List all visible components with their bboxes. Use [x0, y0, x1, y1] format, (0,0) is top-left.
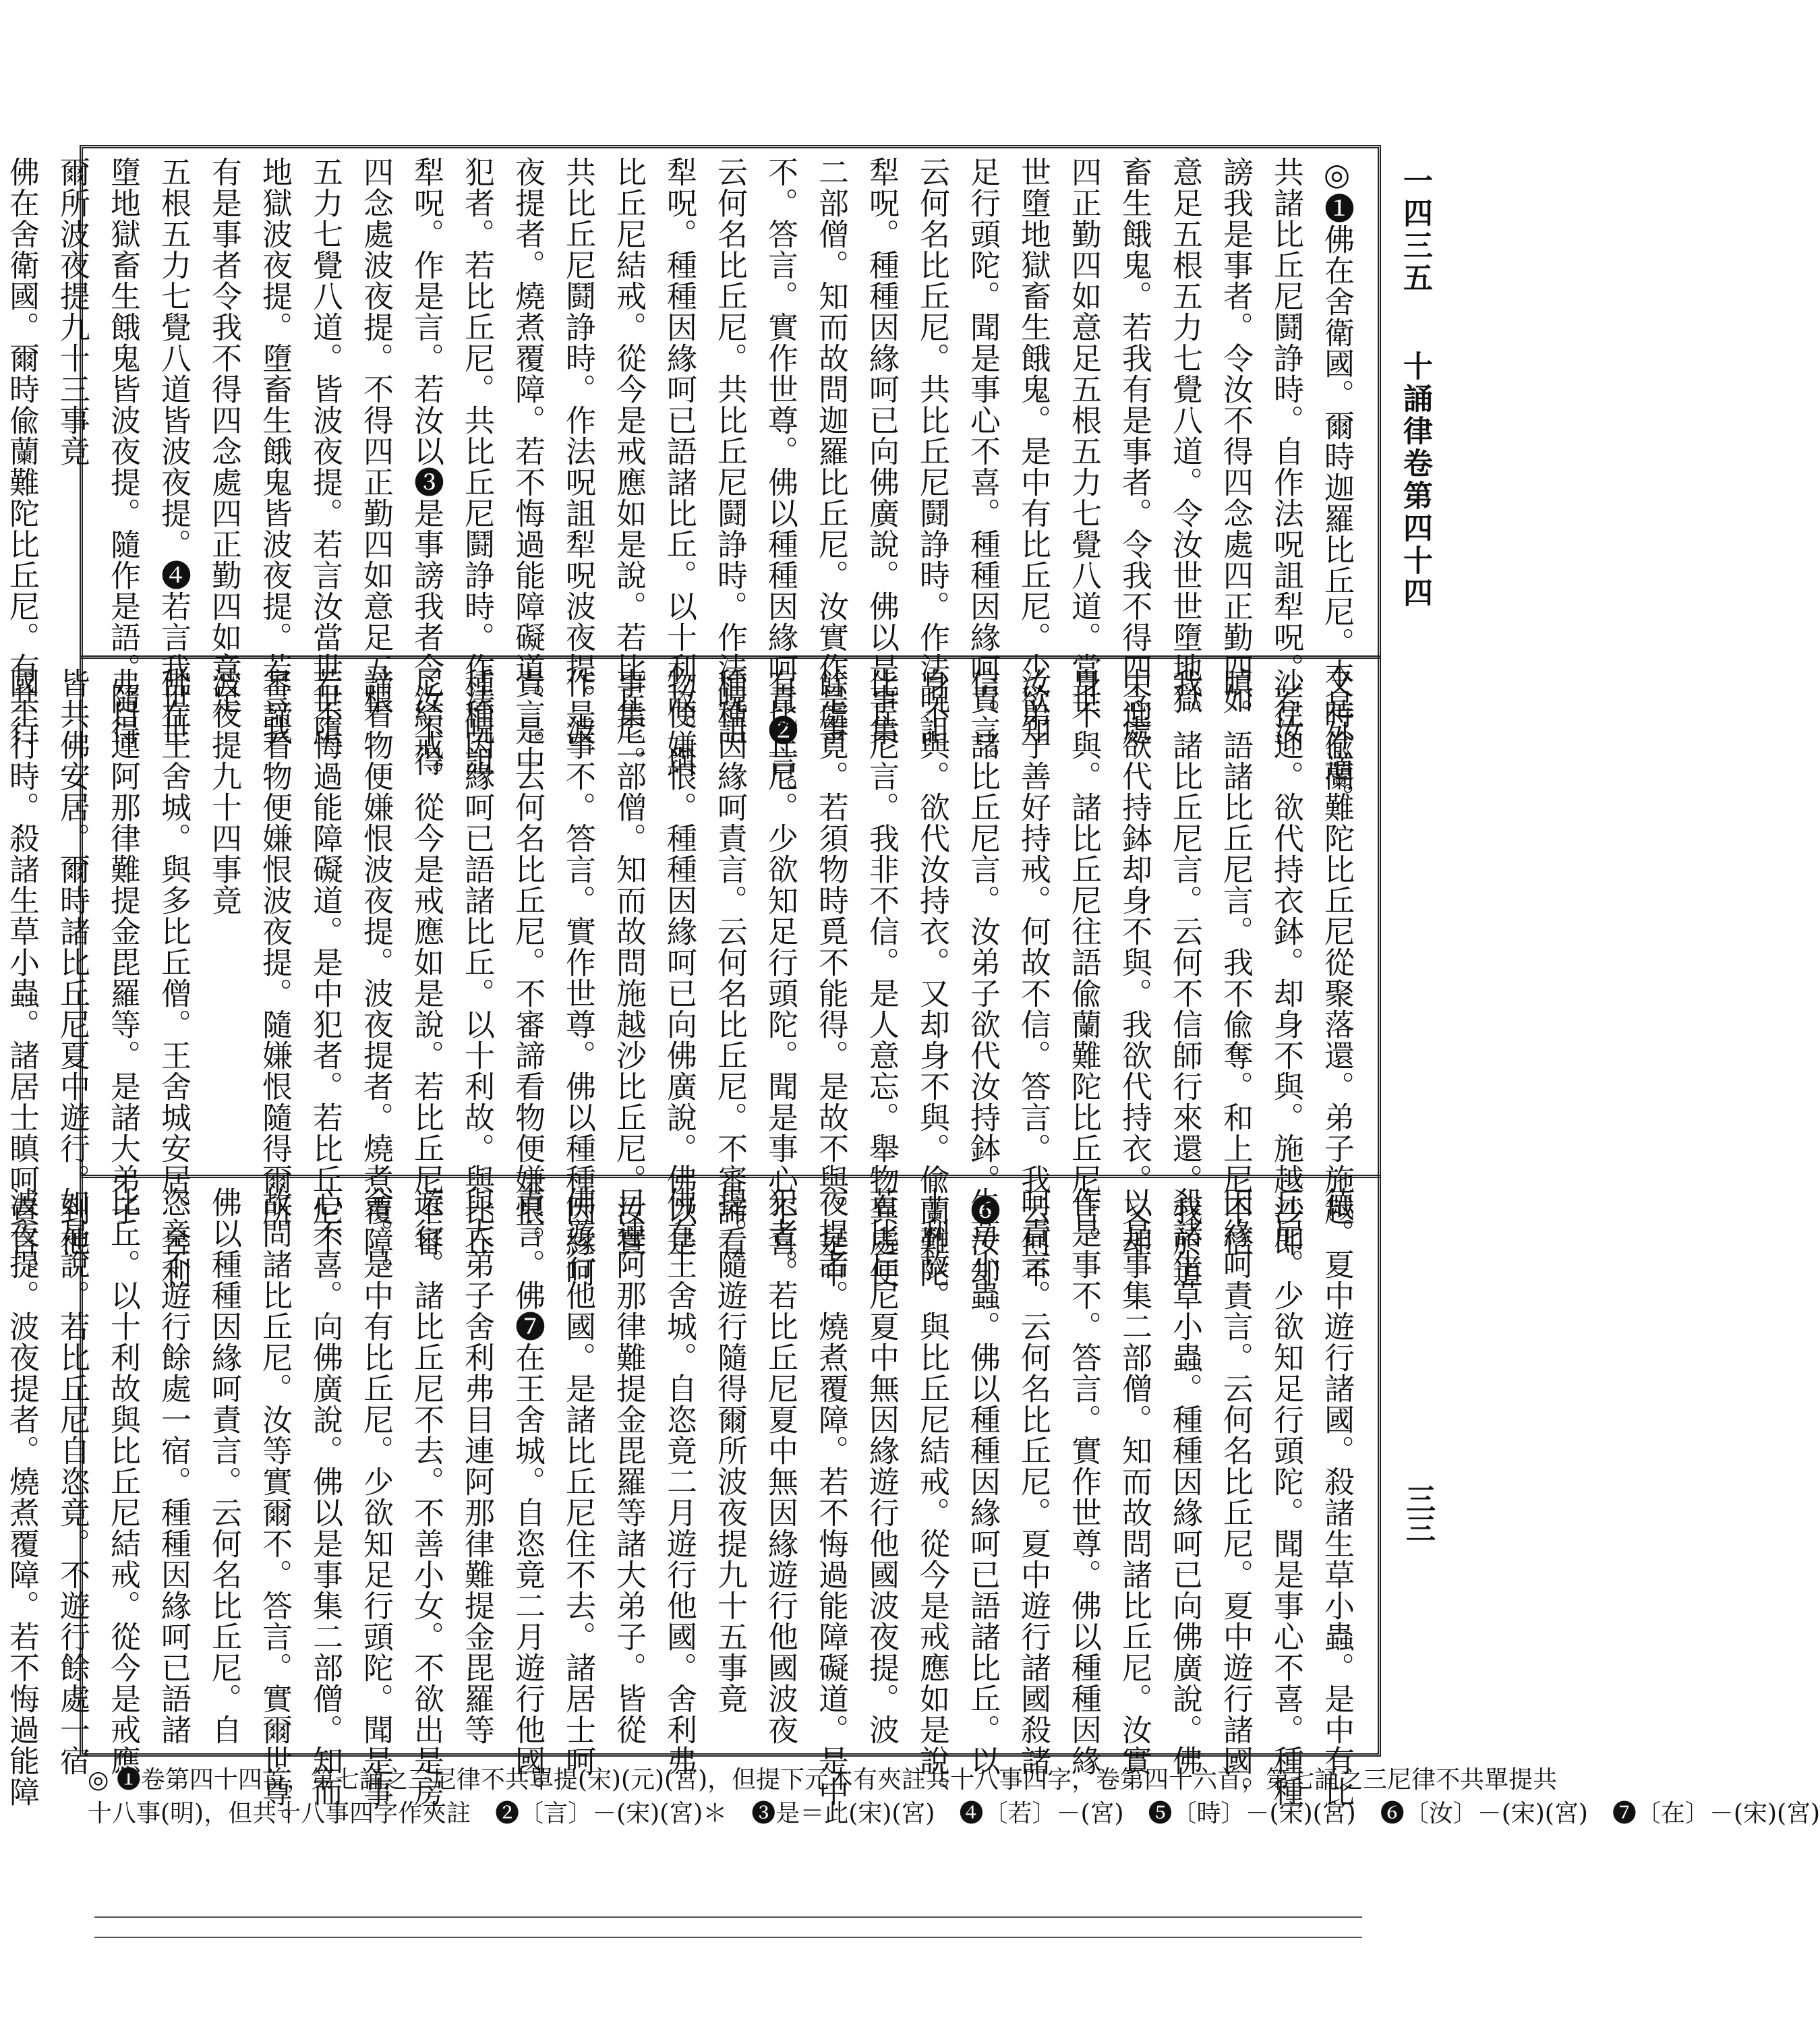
- text-column: 犯者。若比丘尼。共比丘尼鬪諍時。作法呪詛: [459, 156, 495, 777]
- text-column: 如是說。若比丘尼自恣竟。不遊行餘處一宿: [55, 1187, 90, 1776]
- text-column: 呵責言。云何名比丘尼。夏中遊行諸國殺諸: [1016, 1187, 1051, 1776]
- text-column: 身不與。欲代汝持衣。又却身不與。偸蘭難陀: [914, 668, 950, 1288]
- text-column: 有比丘尼。少欲知足行頭陀。聞是事心不喜。: [763, 668, 798, 1288]
- text-column: 種種因緣呵責言。云何名比丘尼。不審諦看: [712, 668, 748, 1257]
- register-columns: [4, 668, 1355, 1288]
- text-column: 因緣呵責言。云何名比丘尼。夏中遊行諸國。: [1218, 1187, 1254, 1807]
- text-column: 心不喜。向佛廣說。佛以是事集二部僧。知而: [307, 1187, 343, 1807]
- footnote-line: ◎ ❶卷第四十四首，第七誦之三尼律不共單提(宋)(元)(宮)，但提下元本有夾註共十八事四字，卷第四十六首，第七誦之三尼律不共單提共: [88, 1766, 1558, 1794]
- text-column: 遊行。諸比丘尼不去。不善小女。不欲出是房: [409, 1187, 444, 1807]
- bottom-rule: [94, 1937, 1362, 1938]
- text-column: 佛在王舍城。自恣竟二月遊行他國。舍利弗: [662, 1187, 697, 1776]
- text-column: 以是事集二部僧。知而故問諸比丘尼。汝實: [1117, 1187, 1152, 1776]
- text-column: 波夜提。波夜提者。燒煮覆障。若不悔過能障: [4, 1187, 40, 1807]
- text-column: 責言。云何名比丘尼。不審諦看物便嫌恨。: [510, 668, 546, 1257]
- text-column: 佛遊行他國。是諸比丘尼住不去。諸居士呵: [560, 1187, 596, 1776]
- text-column: 信。諸比丘尼言。汝弟子欲代汝持鉢。❻汝却: [965, 668, 1001, 1288]
- text-column: 夜提者。燒煮覆障。若不悔過能障礙道。是中: [510, 156, 546, 777]
- text-column: 波夜提九十四事竟: [206, 668, 242, 916]
- text-column: 國土行時。殺諸生草小蟲。諸居士瞋呵責言。: [4, 668, 40, 1288]
- text-column: 爾所波夜提九十三事竟: [55, 156, 90, 467]
- text-column: 責言。佛❼在王舍城。自恣竟二月遊行他國。: [510, 1187, 546, 1807]
- text-column: 沙往迎。欲代持衣鉢。却身不與。施越沙即: [1268, 668, 1304, 1257]
- text-column: 餘處覓。若須物時覓不能得。是故不與。是中: [813, 668, 849, 1288]
- text-column: 生草小蟲。佛以種種因緣呵已語諸比丘。以: [965, 1187, 1001, 1776]
- text-column: 犯者。若比丘尼夏中無因緣遊行他國波夜: [763, 1187, 798, 1745]
- text-column: 十利故。與比丘尼結戒。從今是戒應如是說。: [914, 1187, 950, 1807]
- text-column: 身不與。諸比丘尼往語偸蘭難陀比丘尼言。: [1066, 668, 1102, 1257]
- text-column: 殺諸生草小蟲。種種因緣呵已向佛廣說。佛: [1167, 1187, 1203, 1776]
- text-column: 云何名比丘尼。共比丘尼鬪諍時。作法呪詛: [914, 156, 950, 746]
- page-number: 一四三五: [1398, 165, 1432, 295]
- text-column: 故問諸比丘尼。汝等實爾不。答言。實爾世尊。: [257, 1187, 293, 1838]
- text-column: 舍。是中有比丘尼。少欲知足行頭陀。聞是事: [358, 1187, 394, 1807]
- bottom-rule: [94, 1916, 1362, 1918]
- text-column: 瞋。語諸比丘尼言。我不偸奪。和上尼不信: [1218, 668, 1254, 1257]
- text-column: 物便嫌恨。種種因緣呵已向佛廣說。佛以是: [662, 668, 697, 1257]
- footnote-line: 十八事(明)，但共十八事四字作夾註 ❷〔言〕－(宋)(宮)＊ ❸是＝此(宋)(宮) ❹〔若〕－(宮) ❺〔時〕－(宋)(宮) ❻〔汝〕－(宋)(宮) ❼〔在〕－(宋)(宮): [88, 1800, 1820, 1827]
- text-column: 二部僧。知而故問迦羅比丘尼。汝實作是事: [813, 156, 849, 746]
- text-column: 種種因緣呵已語諸比丘。以十利故。與比丘: [459, 668, 495, 1257]
- text-column: 共諸比丘尼鬪諍時。自作法呪詛犁呪。若汝: [1268, 156, 1304, 746]
- text-column: 云何名比丘尼。共比丘尼鬪諍時。作法呪詛: [712, 156, 748, 746]
- text-column: 五力七覺八道。皆波夜提。若言汝當世世墮: [307, 156, 343, 746]
- text-column: 汝弟子善好持戒。何故不信。答言。我云何不: [1016, 668, 1051, 1288]
- text-column: 意足五根五力七覺八道。令汝世世墮地獄: [1167, 156, 1203, 715]
- text-column: 若比丘尼夏中無因緣遊行他國波夜提。波: [864, 1187, 900, 1745]
- text-register-middle: [4, 668, 1355, 1288]
- text-column: 佛在王舍城。與多比丘僧。王舍城安居。舍利: [156, 668, 192, 1288]
- text-column: 恣竟不遊行餘處一宿。種種因緣呵已語諸: [156, 1187, 192, 1745]
- text-column: 犁呪。種種因緣呵已向佛廣說。佛以是事集: [864, 156, 900, 746]
- text-column: 謗我是事者。令汝不得四念處四正勤四如: [1218, 156, 1254, 715]
- text-column: 丘尼。少欲知足行頭陀。聞是事心不喜。種種: [1268, 1187, 1304, 1807]
- text-column: 比丘尼言。我非不信。是人意忘。舉物異處便: [864, 668, 900, 1288]
- text-column: 犁呪。種種因緣呵已語諸比丘。以十利故。與: [662, 156, 697, 777]
- text-column: 尼結戒。從今是戒應如是說。若比丘尼不審: [409, 668, 444, 1257]
- text-column: 佛以種種因緣呵責言。云何名比丘尼。自: [206, 1187, 242, 1745]
- text-column: 畜生餓鬼。若我有是事者。令我不得四念處: [1117, 156, 1152, 746]
- text-column: 夜提者。燒煮覆障。若不悔過能障礙道。是中: [813, 1187, 849, 1807]
- text-column: 提。隨遊行隨得爾所波夜提九十五事竟: [712, 1187, 748, 1714]
- text-column: 我。諸比丘尼言。云何不信師行來還。我於道: [1167, 668, 1203, 1288]
- text-column: 弗目連阿那律難提金毘羅等。是諸大弟子: [105, 668, 141, 1226]
- text-column: 佛在舍衛國。爾時偸蘭難陀比丘尼。有共行: [4, 156, 40, 746]
- running-title: 十誦律卷第四十四: [1398, 351, 1432, 610]
- footnotes: [88, 1763, 1820, 1831]
- text-column: 四念處波夜提。不得四正勤四如意足五根: [358, 156, 394, 715]
- text-column: 五根五力七覺八道皆波夜提。❹若言我世世: [156, 156, 192, 746]
- text-column: 事集二部僧。知而故問施越沙比丘尼。汝實: [611, 668, 647, 1257]
- text-column: 有是事者令我不得四念處四正勤四如意足: [206, 156, 242, 715]
- text-column: 中迎欲代持鉢却身不與。我欲代持衣。又却: [1117, 668, 1152, 1257]
- text-column: 目連阿那律難提金毘羅等諸大弟子。皆從: [611, 1187, 647, 1745]
- text-column: 諦看物便嫌恨波夜提。波夜提者。燒煮覆障。: [358, 668, 394, 1288]
- text-column: 犁呪。作是言。若汝以❸是事謗我者令汝不得: [409, 156, 444, 777]
- text-column: 四正勤四如意足五根五力七覺八道。當世: [1066, 156, 1102, 715]
- text-column: 皆共佛安居。爾時諸比丘尼夏中遊行。到他: [55, 668, 90, 1257]
- text-column: 足行頭陀。聞是事心不喜。種種因緣呵責言。: [965, 156, 1001, 777]
- text-column: 作是事不。答言。實作世尊。佛以種種因緣: [1066, 1187, 1102, 1776]
- text-column: 墮地獄畜生餓鬼皆波夜提。隨作是語。隨得: [105, 156, 141, 746]
- text-column: 作是事不。答言。實作世尊。佛以種種因緣呵: [560, 668, 596, 1288]
- text-column: 世墮地獄畜生餓鬼。是中有比丘尼。少欲知: [1016, 156, 1051, 746]
- section-mark: 三三: [1401, 1484, 1435, 1543]
- text-column: 地獄波夜提。墮畜生餓鬼皆波夜提。若言我: [257, 156, 293, 746]
- text-column: 若不悔過能障礙道。是中犯者。若比丘尼不: [307, 668, 343, 1257]
- text-column: ◎❶佛在舍衛國。爾時迦羅比丘尼。本是外道。: [1319, 156, 1355, 813]
- text-column: 共比丘尼鬪諍時。作法呪詛犁呪波夜提。波: [560, 156, 596, 746]
- text-column: 與大弟子舍利弗目連阿那律難提金毘羅等: [459, 1187, 495, 1745]
- text-column: 比丘。以十利故與比丘尼結戒。從今是戒應: [105, 1187, 141, 1776]
- text-column: 不。答言。實作世尊。佛以種種因緣呵責❷言。: [763, 156, 798, 808]
- text-column: 德。夏中遊行諸國。殺諸生草小蟲。是中有比: [1319, 1187, 1355, 1807]
- text-column: 又時偸蘭難陀比丘尼從聚落還。弟子施越: [1319, 668, 1355, 1226]
- text-column: 比丘尼結戒。從今是戒應如是說。若比丘尼。: [611, 156, 647, 777]
- text-column: 審諦看物便嫌恨波夜提。隨嫌恨隨得爾所: [257, 668, 293, 1226]
